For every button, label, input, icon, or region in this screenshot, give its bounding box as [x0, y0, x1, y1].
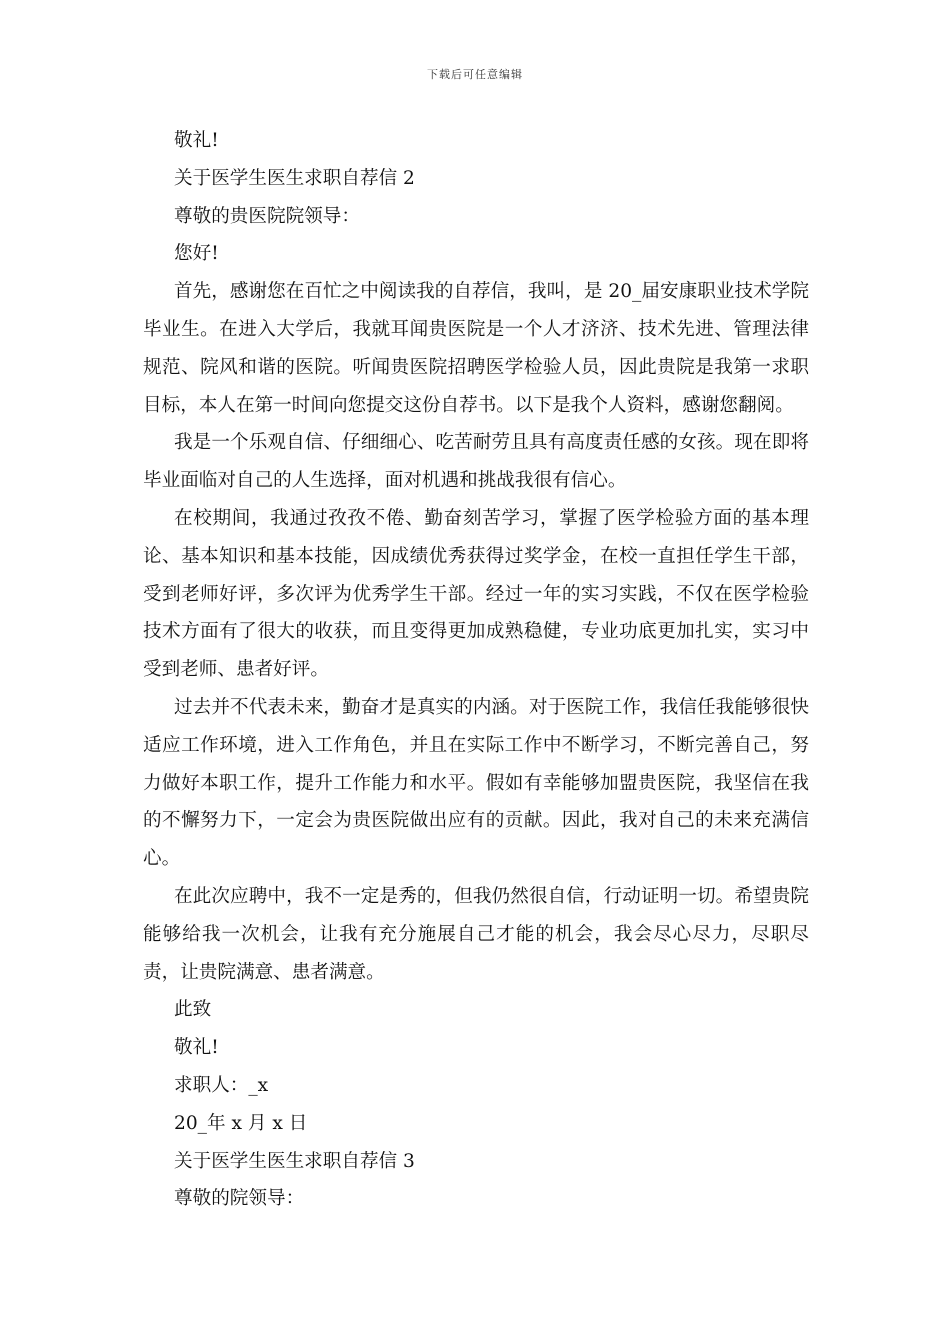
salutation: 尊敬的贵医院院领导：	[174, 205, 360, 227]
date-line: 20_年 x 月 x 日	[174, 1112, 308, 1134]
letter-title: 关于医学生医生求职自荐信 3	[174, 1150, 415, 1172]
signature-line: 求职人：_x	[174, 1074, 269, 1096]
greeting: 您好!	[174, 243, 219, 265]
salutation: 尊敬的院领导：	[174, 1188, 305, 1210]
sign-off: 此致	[174, 999, 212, 1021]
body-paragraph: 过去并不代表未来，勤奋才是真实的内涵。对于医院工作，我信任我能够很快适应工作环境，进入工作角色，并且在实际工作中不断学习，不断完善自己，努力做好本职工作，提升工作能力和水平。假如有幸能够加盟贵医院，我坚信在我的不懈努力下，一定会为贵医院做出应有的贡献。因此，我对自己的未来充满信心。	[143, 696, 809, 870]
page-header: 下载后可任意编辑	[427, 68, 523, 81]
closing-line: 敬礼!	[174, 130, 219, 151]
body-paragraph: 在校期间，我通过孜孜不倦、勤奋刻苦学习，掌握了医学检验方面的基本理论、基本知识和基本技能，因成绩优秀获得过奖学金，在校一直担任学生干部，受到老师好评，多次评为优秀学生干部。经过一年的实习实践，不仅在医学检验技术方面有了很大的收获，而且变得更加成熟稳健，专业功底更加扎实，实习中受到老师、患者好评。	[143, 507, 809, 681]
letter-title: 关于医学生医生求职自荐信 2	[174, 167, 415, 189]
body-paragraph: 我是一个乐观自信、仔细细心、吃苦耐劳且具有高度责任感的女孩。现在即将毕业面临对自己的人生选择，面对机遇和挑战我很有信心。	[143, 432, 809, 492]
closing-line: 敬礼!	[174, 1037, 219, 1059]
document-body	[143, 122, 809, 1218]
body-paragraph: 首先，感谢您在百忙之中阅读我的自荐信，我叫，是 20_届安康职业技术学院毕业生。在进入大学后，我就耳闻贵医院是一个人才济济、技术先进、管理法律规范、院风和谐的医院。听闻贵医院招聘医学检验人员，因此贵院是我第一求职目标，本人在第一时间向您提交这份自荐书。以下是我个人资料，感谢您翻阅。	[143, 281, 809, 416]
body-paragraph: 在此次应聘中，我不一定是秀的，但我仍然很自信，行动证明一切。希望贵院能够给我一次机会，让我有充分施展自己才能的机会，我会尽心尽力，尽职尽责，让贵院满意、患者满意。	[143, 885, 809, 983]
